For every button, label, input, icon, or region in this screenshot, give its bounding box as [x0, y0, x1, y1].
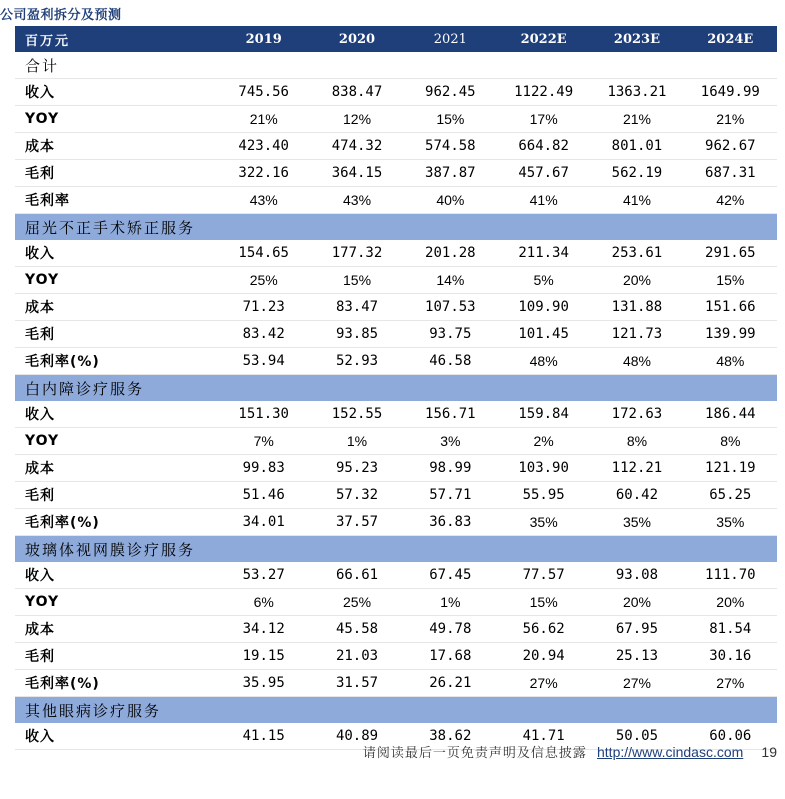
profit-forecast-table: [15, 26, 777, 750]
table-cell: 41.15: [217, 723, 310, 750]
table-cell: 291.65: [684, 240, 777, 267]
table-row: [15, 133, 777, 160]
row-label: YOY: [15, 106, 217, 133]
table-cell: 253.61: [590, 240, 683, 267]
table-header-row: [15, 26, 777, 52]
table-cell: 152.55: [310, 401, 403, 428]
table-cell: 186.44: [684, 401, 777, 428]
row-label: 毛利率(%): [15, 670, 217, 697]
table-cell: 60.06: [684, 723, 777, 750]
table-cell: 93.08: [590, 562, 683, 589]
year-header: 2021: [404, 26, 497, 52]
table-cell: 151.30: [217, 401, 310, 428]
table-cell: 67.45: [404, 562, 497, 589]
table-cell: 21%: [590, 106, 683, 133]
table-row: [15, 348, 777, 375]
table-cell: 172.63: [590, 401, 683, 428]
table-cell: 423.40: [217, 133, 310, 160]
table-cell: 801.01: [590, 133, 683, 160]
table-cell: 962.67: [684, 133, 777, 160]
table-cell: 19.15: [217, 643, 310, 670]
table-cell: 25%: [217, 267, 310, 294]
table-cell: 1%: [310, 428, 403, 455]
table-cell: 20%: [684, 589, 777, 616]
year-header: 2020: [310, 26, 403, 52]
table-cell: 95.23: [310, 455, 403, 482]
table-row: [15, 428, 777, 455]
table-cell: 55.95: [497, 482, 590, 509]
table-cell: 56.62: [497, 616, 590, 643]
table-cell: 7%: [217, 428, 310, 455]
row-label: 毛利: [15, 321, 217, 348]
table-cell: 177.32: [310, 240, 403, 267]
table-cell: 562.19: [590, 160, 683, 187]
row-label: 毛利率: [15, 187, 217, 214]
table-cell: 25.13: [590, 643, 683, 670]
row-label: YOY: [15, 428, 217, 455]
table-cell: 41%: [590, 187, 683, 214]
section-title: 合计: [15, 52, 777, 79]
website-link[interactable]: http://www.cindasc.com: [597, 744, 744, 760]
row-label: 收入: [15, 723, 217, 750]
table-cell: 159.84: [497, 401, 590, 428]
table-cell: 745.56: [217, 79, 310, 106]
table-cell: 1122.49: [497, 79, 590, 106]
table-cell: 1649.99: [684, 79, 777, 106]
section-title: 白内障诊疗服务: [15, 375, 777, 402]
table-cell: 35%: [497, 509, 590, 536]
row-label: YOY: [15, 267, 217, 294]
section-header-row: [15, 697, 777, 724]
table-cell: 109.90: [497, 294, 590, 321]
table-cell: 42%: [684, 187, 777, 214]
table-cell: 2%: [497, 428, 590, 455]
table-cell: 99.83: [217, 455, 310, 482]
table-cell: 65.25: [684, 482, 777, 509]
table-cell: 211.34: [497, 240, 590, 267]
table-cell: 21%: [684, 106, 777, 133]
table-cell: 83.42: [217, 321, 310, 348]
table-cell: 43%: [310, 187, 403, 214]
table-cell: 111.70: [684, 562, 777, 589]
table-cell: 151.66: [684, 294, 777, 321]
table-cell: 156.71: [404, 401, 497, 428]
table-cell: 53.27: [217, 562, 310, 589]
table-cell: 20.94: [497, 643, 590, 670]
table-cell: 41%: [497, 187, 590, 214]
unit-header: 百万元: [15, 26, 217, 52]
table-cell: 8%: [684, 428, 777, 455]
table-cell: 103.90: [497, 455, 590, 482]
table-cell: 81.54: [684, 616, 777, 643]
table-row: [15, 482, 777, 509]
page-number: 19: [761, 744, 777, 760]
table-cell: 38.62: [404, 723, 497, 750]
section-header-row: [15, 375, 777, 402]
row-label: 毛利: [15, 643, 217, 670]
row-label: 收入: [15, 79, 217, 106]
table-cell: 201.28: [404, 240, 497, 267]
table-cell: 35.95: [217, 670, 310, 697]
table-cell: 8%: [590, 428, 683, 455]
table-row: [15, 79, 777, 106]
table-cell: 30.16: [684, 643, 777, 670]
row-label: 成本: [15, 455, 217, 482]
table-cell: 93.85: [310, 321, 403, 348]
table-row: [15, 589, 777, 616]
page-footer: [363, 742, 777, 761]
table-cell: 17%: [497, 106, 590, 133]
table-cell: 52.93: [310, 348, 403, 375]
table-cell: 34.01: [217, 509, 310, 536]
table-cell: 35%: [590, 509, 683, 536]
table-cell: 121.19: [684, 455, 777, 482]
section-header-row: [15, 536, 777, 563]
row-label: 毛利率(%): [15, 348, 217, 375]
table-cell: 112.21: [590, 455, 683, 482]
table-cell: 101.45: [497, 321, 590, 348]
table-row: [15, 643, 777, 670]
row-label: 成本: [15, 133, 217, 160]
table-cell: 27%: [497, 670, 590, 697]
table-cell: 93.75: [404, 321, 497, 348]
table-cell: 687.31: [684, 160, 777, 187]
row-label: YOY: [15, 589, 217, 616]
table-cell: 139.99: [684, 321, 777, 348]
table-cell: 57.32: [310, 482, 403, 509]
table-row: [15, 267, 777, 294]
table-cell: 387.87: [404, 160, 497, 187]
table-cell: 77.57: [497, 562, 590, 589]
year-header: 2019: [217, 26, 310, 52]
table-cell: 50.05: [590, 723, 683, 750]
row-label: 成本: [15, 616, 217, 643]
row-label: 毛利: [15, 160, 217, 187]
table-row: [15, 616, 777, 643]
table-cell: 67.95: [590, 616, 683, 643]
table-cell: 27%: [590, 670, 683, 697]
table-cell: 457.67: [497, 160, 590, 187]
table-cell: 15%: [497, 589, 590, 616]
table-cell: 664.82: [497, 133, 590, 160]
table-cell: 53.94: [217, 348, 310, 375]
table-cell: 20%: [590, 267, 683, 294]
row-label: 收入: [15, 240, 217, 267]
table-cell: 31.57: [310, 670, 403, 697]
table-cell: 107.53: [404, 294, 497, 321]
table-cell: 131.88: [590, 294, 683, 321]
table-cell: 15%: [684, 267, 777, 294]
table-cell: 14%: [404, 267, 497, 294]
table-cell: 37.57: [310, 509, 403, 536]
table-cell: 15%: [310, 267, 403, 294]
table-cell: 12%: [310, 106, 403, 133]
table-cell: 41.71: [497, 723, 590, 750]
table-row: [15, 670, 777, 697]
section-header-row: [15, 52, 777, 79]
table-cell: 98.99: [404, 455, 497, 482]
table-cell: 35%: [684, 509, 777, 536]
year-header: 2023E: [590, 26, 683, 52]
table-cell: 49.78: [404, 616, 497, 643]
table-row: [15, 562, 777, 589]
row-label: 收入: [15, 401, 217, 428]
table-cell: 66.61: [310, 562, 403, 589]
table-cell: 5%: [497, 267, 590, 294]
table-cell: 154.65: [217, 240, 310, 267]
table-row: [15, 455, 777, 482]
disclaimer-text: 请阅读最后一页免责声明及信息披露: [362, 746, 587, 761]
table-cell: 48%: [590, 348, 683, 375]
table-row: [15, 509, 777, 536]
table-cell: 474.32: [310, 133, 403, 160]
table-cell: 40.89: [310, 723, 403, 750]
table-row: [15, 401, 777, 428]
row-label: 成本: [15, 294, 217, 321]
table-cell: 48%: [497, 348, 590, 375]
table-row: [15, 160, 777, 187]
table-cell: 574.58: [404, 133, 497, 160]
section-title: 玻璃体视网膜诊疗服务: [15, 536, 777, 563]
table-cell: 34.12: [217, 616, 310, 643]
table-cell: 71.23: [217, 294, 310, 321]
table-cell: 36.83: [404, 509, 497, 536]
section-title: 屈光不正手术矫正服务: [15, 214, 777, 241]
table-row: [15, 294, 777, 321]
year-header: 2024E: [684, 26, 777, 52]
table-cell: 21.03: [310, 643, 403, 670]
row-label: 毛利: [15, 482, 217, 509]
table-row: [15, 321, 777, 348]
table-cell: 322.16: [217, 160, 310, 187]
table-cell: 15%: [404, 106, 497, 133]
section-title: 其他眼病诊疗服务: [15, 697, 777, 724]
table-cell: 48%: [684, 348, 777, 375]
table-cell: 26.21: [404, 670, 497, 697]
table-row: [15, 240, 777, 267]
row-label: 毛利率(%): [15, 509, 217, 536]
table-cell: 57.71: [404, 482, 497, 509]
table-cell: 364.15: [310, 160, 403, 187]
table-cell: 27%: [684, 670, 777, 697]
table-cell: 962.45: [404, 79, 497, 106]
table-cell: 83.47: [310, 294, 403, 321]
table-row: [15, 187, 777, 214]
table-cell: 1363.21: [590, 79, 683, 106]
table-cell: 20%: [590, 589, 683, 616]
table-cell: 6%: [217, 589, 310, 616]
table-cell: 46.58: [404, 348, 497, 375]
year-header: 2022E: [497, 26, 590, 52]
table-cell: 121.73: [590, 321, 683, 348]
table-cell: 40%: [404, 187, 497, 214]
table-cell: 45.58: [310, 616, 403, 643]
table-cell: 3%: [404, 428, 497, 455]
table-cell: 43%: [217, 187, 310, 214]
table-caption: 公司盈利拆分及预测: [0, 8, 122, 23]
table-cell: 21%: [217, 106, 310, 133]
table-cell: 25%: [310, 589, 403, 616]
table-cell: 60.42: [590, 482, 683, 509]
section-header-row: [15, 214, 777, 241]
row-label: 收入: [15, 562, 217, 589]
table-row: [15, 106, 777, 133]
table-cell: 838.47: [310, 79, 403, 106]
table-cell: 51.46: [217, 482, 310, 509]
table-cell: 17.68: [404, 643, 497, 670]
table-cell: 1%: [404, 589, 497, 616]
